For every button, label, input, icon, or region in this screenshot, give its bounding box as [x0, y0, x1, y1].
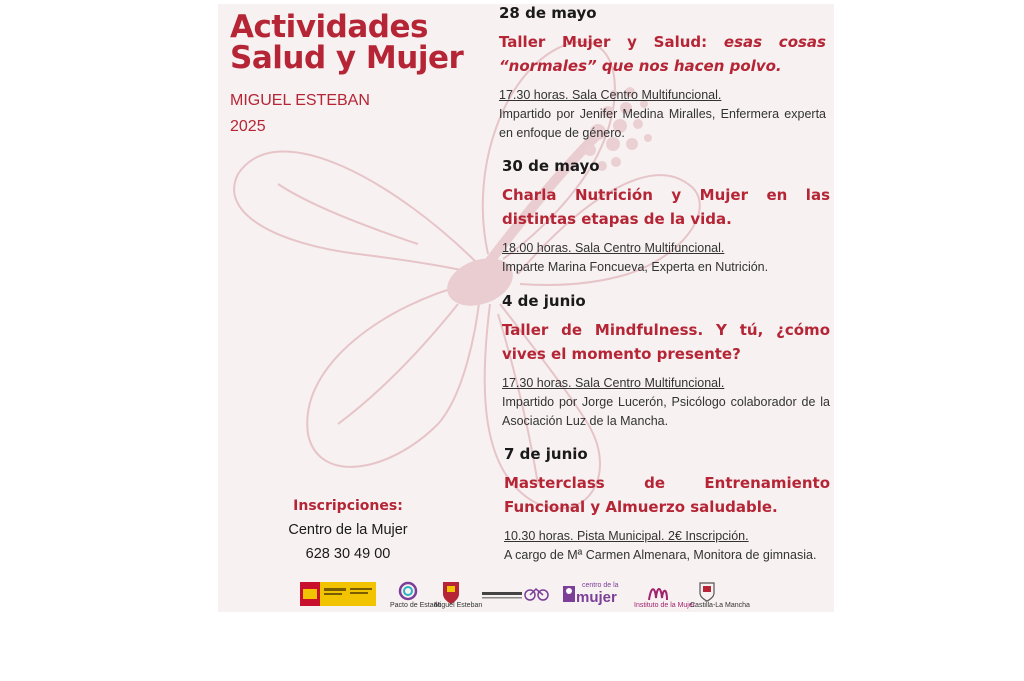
instituto-mujer-text: Instituto de la Mujer — [634, 602, 696, 609]
centro-mujer-small-text: centro de la — [582, 582, 619, 589]
clm-text: Castilla-La Mancha — [690, 602, 750, 609]
event-3 — [502, 292, 830, 431]
event-time: 17.30 horas. Sala Centro Multifuncional. — [499, 88, 722, 102]
event-title: Taller de Mindfulness. Y tú, ¿cómo vives el momento presente? — [502, 321, 830, 363]
event-description: Imparte Marina Foncueva, Experta en Nutrición. — [502, 260, 769, 274]
event-date: 4 de junio — [502, 292, 586, 310]
gobierno-espana-logo — [300, 580, 376, 608]
centro-mujer-big-text: mujer — [576, 589, 617, 606]
event-title — [499, 30, 826, 78]
subtitle-year: 2025 — [230, 118, 266, 135]
event-date: 28 de mayo — [499, 4, 597, 22]
event-title: Masterclass de Entrenamiento Funcional y Almuerzo saludable. — [504, 474, 830, 516]
event-time: 17.30 horas. Sala Centro Multifuncional. — [502, 376, 725, 390]
registration-block — [248, 494, 448, 566]
event-time: 10.30 horas. Pista Municipal. 2€ Inscripción. — [504, 529, 749, 543]
event-description: Impartido por Jorge Lucerón, Psicólogo colaborador de la Asociación Luz de la Mancha. — [502, 395, 830, 428]
ayuntamiento-text: Miguel Esteban — [434, 602, 483, 609]
event-time: 18.00 horas. Sala Centro Multifuncional. — [502, 241, 725, 255]
subtitle-place: MIGUEL ESTEBAN — [230, 92, 370, 109]
event-title-italic: esas cosas — [723, 33, 826, 51]
pacto-estado-text: Pacto de Estado — [390, 602, 442, 609]
bicycle-logo — [482, 580, 550, 608]
registration-place: Centro de la Mujer — [288, 522, 408, 538]
registration-label: Inscripciones: — [293, 498, 403, 514]
registration-phone: 628 30 49 00 — [305, 546, 391, 562]
event-1 — [499, 4, 826, 143]
event-date: 7 de junio — [504, 445, 588, 463]
title-line-2: Salud y Mujer — [230, 40, 464, 76]
event-title-rest: “normales” que nos hacen polvo. — [499, 57, 782, 75]
event-description: Impartido por Jenifer Medina Miralles, Enfermera experta en enfoque de género. — [499, 107, 826, 140]
event-2 — [502, 157, 830, 277]
event-description: A cargo de Mª Carmen Almenara, Monitora de gimnasia. — [504, 548, 817, 562]
title-line-1: Actividades — [230, 9, 428, 45]
page-title — [230, 9, 464, 76]
event-4 — [504, 445, 830, 565]
event-title-plain: Taller Mujer y Salud: — [499, 33, 724, 51]
sponsor-logos — [300, 580, 750, 612]
subtitle — [230, 88, 370, 140]
event-date: 30 de mayo — [502, 157, 600, 175]
event-title: Charla Nutrición y Mujer en las distintas etapas de la vida. — [502, 186, 830, 228]
poster — [218, 4, 834, 612]
centro-mujer-icon — [562, 580, 576, 608]
